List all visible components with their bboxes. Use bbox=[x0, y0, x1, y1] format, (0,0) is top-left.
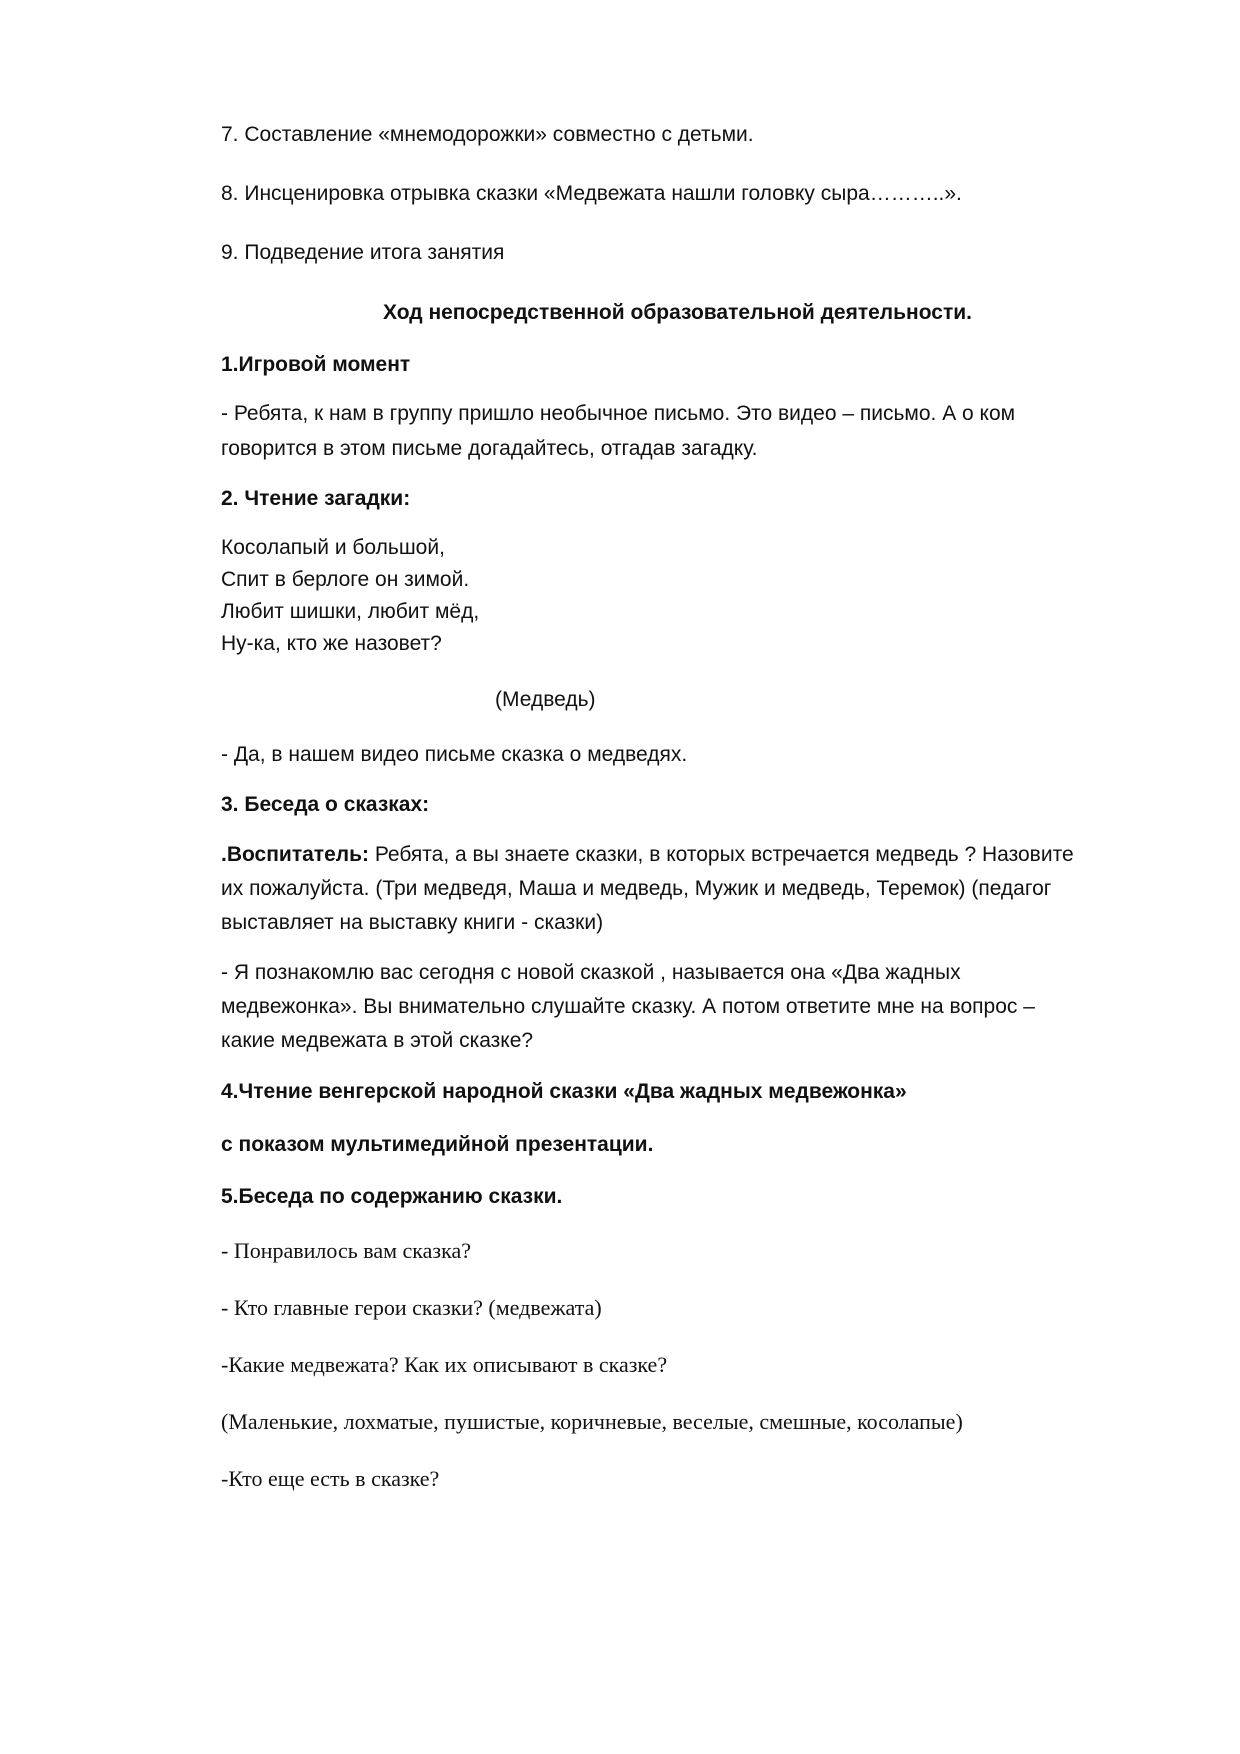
riddle-line: Ну-ка, кто же назовет? bbox=[221, 632, 442, 655]
section-4-title: 4.Чтение венгерской народной сказки «Два жадных медвежонка» bbox=[221, 1080, 907, 1103]
teacher-label: .Воспитатель: bbox=[221, 843, 369, 866]
riddle-line: Любит шишки, любит мёд, bbox=[221, 600, 480, 623]
section-1-line: - Ребята, к нам в группу пришло необычное письмо. Это видео – письмо. А о ком bbox=[221, 402, 1016, 425]
teacher-paragraph-line: выставляет на выставку книги - сказки) bbox=[221, 911, 604, 934]
section-1-title: 1.Игровой момент bbox=[221, 353, 411, 376]
section-4-subtitle: с показом мультимедийной презентации. bbox=[221, 1133, 654, 1156]
riddle-follow-up: - Да, в нашем видео письме сказка о медведях. bbox=[221, 743, 688, 766]
question-line: -Кто еще есть в сказке? bbox=[221, 1466, 440, 1491]
teacher-text: Ребята, а вы знаете сказки, в которых встречается медведь ? Назовите bbox=[369, 843, 1074, 866]
teacher-paragraph-line bbox=[221, 838, 1074, 872]
section-1-line: говорится в этом письме догадайтесь, отгадав загадку. bbox=[221, 437, 758, 460]
section-heading: Ход непосредственной образовательной деятельности. bbox=[383, 301, 973, 324]
section-3-title: 3. Беседа о сказках: bbox=[221, 793, 430, 816]
teacher-paragraph-line: их пожалуйста. (Три медведя, Маша и медведь, Мужик и медведь, Теремок) (педагог bbox=[221, 877, 1052, 900]
section-2-title: 2. Чтение загадки: bbox=[221, 487, 411, 510]
plan-item-8: 8. Инсценировка отрывка сказки «Медвежата нашли головку сыра………..». bbox=[221, 182, 962, 205]
plan-item-9: 9. Подведение итога занятия bbox=[221, 241, 505, 264]
plan-item-7: 7. Составление «мнемодорожки» совместно с детьми. bbox=[221, 123, 754, 146]
question-line: -Какие медвежата? Как их описывают в сказке? bbox=[221, 1352, 668, 1377]
story-intro-line: - Я познакомлю вас сегодня с новой сказкой , называется она «Два жадных bbox=[221, 961, 961, 984]
story-intro-line: какие медвежата в этой сказке? bbox=[221, 1029, 534, 1052]
section-5-title: 5.Беседа по содержанию сказки. bbox=[221, 1185, 563, 1208]
riddle-answer: (Медведь) bbox=[495, 688, 596, 711]
question-line: - Понравилось вам сказка? bbox=[221, 1238, 471, 1263]
question-line: - Кто главные герои сказки? (медвежата) bbox=[221, 1295, 602, 1320]
riddle-line: Спит в берлоге он зимой. bbox=[221, 568, 470, 591]
story-intro-line: медвежонка». Вы внимательно слушайте сказку. А потом ответите мне на вопрос – bbox=[221, 995, 1035, 1018]
answer-line: (Маленькие, лохматые, пушистые, коричневые, веселые, смешные, косолапые) bbox=[221, 1409, 963, 1434]
riddle-line: Косолапый и большой, bbox=[221, 536, 445, 559]
